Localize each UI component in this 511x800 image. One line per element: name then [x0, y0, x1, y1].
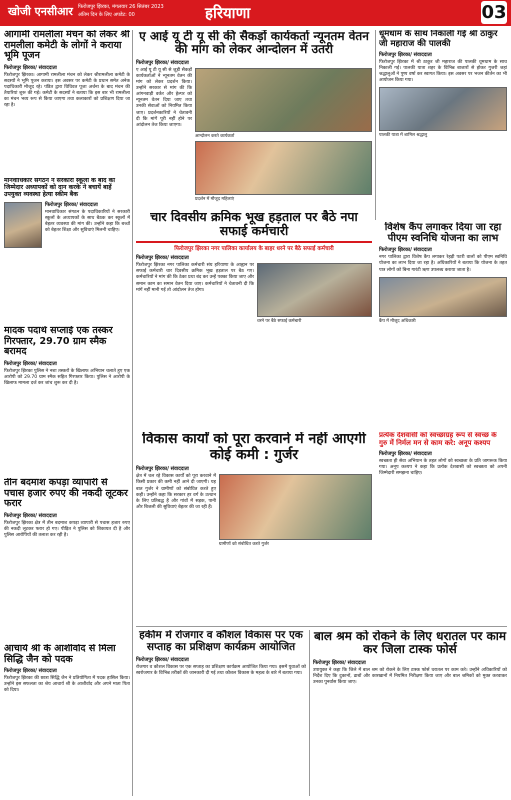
- news-photo: [195, 68, 372, 132]
- article-body: स्वच्छता ही सेवा अभियान के तहत लोगों को स्वच्छता के प्रति जागरूक किया गया। अनूप कश्यप ने कहा कि प्रत्येक देशवासी को स्वच्छता को अपनी जिम्मेदारी समझना चाहिए।: [379, 458, 507, 476]
- byline: फिरोजपुर झिरका/ संवाददाता: [136, 656, 189, 663]
- byline: फिरोजपुर झिरका/ संवाददाता: [379, 52, 432, 59]
- article-rozgar: [136, 630, 306, 798]
- article-pm-svanidhi: [379, 222, 507, 430]
- subhead-bar: [136, 241, 372, 243]
- paper-name: खोजी एनसीआर: [8, 5, 73, 18]
- byline: फिरोजपुर झिरका/ संवाददाता: [379, 247, 432, 254]
- article-aiutuc: [136, 30, 372, 230]
- dateline-edition: अंतिम दिन के लिए अपडेट: 00: [78, 12, 135, 18]
- byline: फिरोजपुर झिरका/ संवाददाता: [379, 450, 432, 457]
- article-body: फिरोजपुर झिरका में श्री ठाकुर जी महाराज की पालकी धूमधाम के साथ निकाली गई। पालकी यात्रा शहर के विभिन्न बाजारों से होकर गुजरी जहां श्रद्धालुओं ने पुष्प वर्षा कर स्वागत किया। इस अवसर पर भजन कीर्तन का भी आयोजन किया गया।: [379, 60, 507, 84]
- article-body: ए आई यू टी यू सी से जुड़ी सैकड़ों कार्यकर्ताओं ने न्यूनतम वेतन की मांग को लेकर प्रदर्शन किया। उन्होंने सरकार से मांग की कि आंगनवाड़ी वर्कर और हेल्पर को न्यूनतम वेतन दिया जाए तथा उनकी सेवाओं को नियमित किया जाए। प्रदर्शनकारियों ने चेतावनी दी कि मांगें पूरी नहीं होने पर आंदोलन तेज किया जाएगा।: [136, 67, 192, 128]
- byline: फिरोजपुर झिरका/ संवाददाता: [136, 59, 189, 66]
- headline: विकास कार्यों को पूरा करवाने में नहीं आएगी कोई कमी : गुर्जर: [142, 432, 366, 463]
- photo-caption: पालकी यात्रा में शामिल श्रद्धालु: [379, 133, 428, 139]
- article-manav-sangathan: [4, 178, 130, 324]
- headline: विशेष कैंप लगाकर दिया जा रहा पीएम स्वनिधि योजना का लाभ: [384, 222, 502, 245]
- byline: फिरोजपुर झिरका/ संवाददाता: [4, 360, 57, 367]
- byline: फिरोजपुर झिरका/ संवाददाता: [45, 201, 98, 208]
- section-divider: [136, 626, 507, 627]
- section-title: हरियाणा: [205, 4, 251, 22]
- photo-caption: धरने पर बैठे सफाई कर्मचारी: [257, 319, 302, 325]
- photo-caption: प्रदर्शन में मौजूद महिलाएं: [195, 197, 235, 203]
- byline: फिरोजपुर झिरका/ संवाददाता: [313, 659, 366, 666]
- headline: धूमधाम के साथ निकाली गई श्री ठाकुर जी महाराज की पालकी: [379, 30, 498, 49]
- article-body: क्षेत्र में चल रहे विकास कार्यों को पूरा करवाने में किसी प्रकार की कमी नहीं आने दी जाएगी। यह बात गुर्जर ने ग्रामीणों को संबोधित करते हुए कही। उन्होंने कहा कि सरकार हर वर्ग के उत्थान के लिए प्रतिबद्ध है और गांवों में सड़क, पानी और बिजली की सुविधाएं बेहतर की जा रही हैं।: [136, 474, 216, 510]
- article-body: रोजगार व कौशल विकास पर एक सप्ताह का प्रशिक्षण कार्यक्रम आयोजित किया गया। इसमें युवाओं को स्वरोजगार के विभिन्न तरीकों की जानकारी दी गई तथा कौशल विकास के महत्व के बारे में बताया गया।: [136, 664, 306, 676]
- headline: हकीम में रोजगार व कौशल विकास पर एक सप्ताह का प्रशिक्षण कार्यक्रम आयोजित: [139, 630, 303, 653]
- article-body: फिरोजपुर झिरका। आगामी रामलीला मंचन को लेकर श्रीरामलीला कमेटी के सदस्यों ने भूमि पूजन कराया। इस अवसर पर कमेटी के प्रधान समेत अनेक पदाधिकारी मौजूद रहे। पंडित द्वारा विधिवत पूजा अर्चना के बाद मंचन की तैयारियां शुरू की गई। कमेटी के सदस्यों ने बताया कि इस बार भी रामलीला का मंचन भव्य रूप से किया जाएगा तथा कलाकारों को प्रशिक्षण दिया जा रहा है।: [4, 72, 130, 109]
- headline: ए आई यू टी यू सी की सैकड़ों कार्यकर्ता न्यूनतम वेतन की मांग को लेकर आन्दोलन में उतरी: [139, 30, 369, 57]
- column-divider: [375, 30, 376, 220]
- byline: फिरोजपुर झिरका/ संवाददाता: [136, 255, 189, 262]
- news-photo: [257, 263, 372, 317]
- article-body: फिरोजपुर झिरका नगर पालिका कर्मचारी संघ हरियाणा के आह्वान पर सफाई कर्मचारी चार दिवसीय क्रमिक भूख हड़ताल पर बैठ गए। कर्मचारियों ने मांग की कि ठेका प्रथा बंद कर उन्हें पक्का किया जाए और समान काम का समान वेतन दिया जाए। कर्मचारियों ने चेतावनी दी कि मांगें नहीं मानी गईं तो आंदोलन तेज होगा।: [136, 263, 254, 293]
- headline: आगामी रामलीला मंचन को लेकर श्री रामलीला कमेटी के लोगों ने कराया भूमि पूजन: [4, 30, 130, 62]
- article-palki: [379, 30, 507, 220]
- headline: बाल श्रम को रोकने के लिए धरातल पर काम कर जिला टास्क फोर्स: [313, 630, 507, 657]
- column-divider: [132, 30, 133, 796]
- byline: फिरोजपुर झिरका/ संवाददाता: [4, 64, 57, 71]
- headline: चार दिवसीय क्रमिक भूख हड़ताल पर बैठे नपा सफाई कर्मचारी: [150, 210, 358, 238]
- page-number: 03: [481, 2, 507, 23]
- byline: फिरोजपुर झिरका/ संवाददाता: [4, 512, 57, 519]
- photo-caption: कैंप में मौजूद अधिकारी: [379, 318, 416, 324]
- byline: फिरोजपुर झिरका/ संवाददाता: [136, 466, 189, 473]
- headline: प्रत्येक देशवासी को स्वच्छाग्रह रूप से स्वच्छ के गुरु में निर्मल मन से काम करे: अनूप कश्यप: [379, 432, 497, 447]
- news-photo: [195, 141, 372, 195]
- dateline: [78, 3, 164, 19]
- news-photo: [219, 474, 372, 540]
- article-swachhata: [379, 432, 507, 622]
- byline: फिरोजपुर झिरका/ संवाददाता: [4, 668, 57, 675]
- article-body: मानवाधिकार संगठन के पदाधिकारियों ने सरकारी स्कूलों के अध्यापकों के साथ बैठक कर स्कूलों में बेहतर व्यवस्था की मांग की। उन्होंने कहा कि बच्चों को बेहतर शिक्षा और सुविधाएं मिलनी चाहिए।: [45, 209, 130, 234]
- column-divider: [309, 630, 310, 796]
- headline: मानवाधिकार संगठन ने सरकारी स्कूलों के बाद की जिम्मेदार अध्यापकों को दान करके ने बचायें बाहें उपयुक्त व्यवस्था हेत्या स्कीम बैक: [4, 178, 115, 198]
- news-photo: [379, 277, 507, 317]
- news-photo: [379, 87, 507, 131]
- article-vikas-karya: [136, 432, 372, 622]
- subheadline: फिरोजपुर झिरका नगर पालिका कार्यालय के बाहर धरने पर बैठे सफाई कर्मचारी: [174, 246, 334, 252]
- masthead-bar: [0, 0, 511, 26]
- article-body: फिरोजपुर झिरका क्षेत्र में तीन बदमाश कपड़ा व्यापारी से पचास हजार रुपए की नकदी लूटकर फरार हो गए। पीड़ित ने पुलिस को शिकायत दी है और पुलिस आरोपियों की तलाश कर रही है।: [4, 520, 130, 539]
- dateline-date: फिरोजपुर झिरका, मंगलवार 26 सितंबर 2023: [78, 4, 164, 10]
- headline: आचार्य श्री के आशीर्वाद से मिला सिद्धि जैन को पदक: [4, 644, 116, 665]
- photo-caption: ग्रामीणों को संबोधित करते गुर्जर: [219, 542, 269, 548]
- article-smack-arrest: [4, 326, 130, 476]
- article-safai-karmchari: [136, 210, 372, 428]
- headline: मादक पदार्थ सप्लाई एक तस्कर गिरफ्तार, 29.70 ग्राम स्मैक बरामद: [4, 326, 113, 358]
- article-body: फिरोजपुर झिरका की छात्रा सिद्धि जैन ने प्रतियोगिता में पदक हासिल किया। उन्होंने इस सफलता का श्रेय आचार्य श्री के आशीर्वाद और अपने माता पिता को दिया।: [4, 676, 130, 694]
- article-siddhi-jain: [4, 644, 130, 798]
- headline: तीन बदमाश कपड़ा व्यापारी से पचास हजार रुपए की नकदी लूटकर फरार: [4, 478, 128, 510]
- article-body: फिरोजपुर झिरका पुलिस ने नशा तस्करों के खिलाफ अभियान चलाते हुए एक आरोपी को 29.70 ग्राम स्मैक सहित गिरफ्तार किया। पुलिस ने आरोपी के खिलाफ मामला दर्ज कर जांच शुरू कर दी है।: [4, 368, 130, 387]
- article-body: उपायुक्त ने कहा कि जिले में बाल श्रम को रोकने के लिए टास्क फोर्स धरातल पर काम करे। उन्होंने अधिकारियों को निर्देश दिए कि दुकानों, ढाबों और कारखानों में नियमित निरीक्षण किया जाए और बाल श्रमिकों को मुक्त करवाकर उनका पुनर्वास किया जाए।: [313, 667, 507, 686]
- article-body: नगर पालिका द्वारा विशेष कैंप लगाकर रेहड़ी पटरी वालों को पीएम स्वनिधि योजना का लाभ दिया जा रहा है। अधिकारियों ने बताया कि योजना के तहत पात्र लोगों को बिना गारंटी ऋण उपलब्ध कराया जाता है।: [379, 255, 507, 273]
- article-bal-shram: [313, 630, 507, 798]
- photo-caption: आन्दोलन करते कार्यकर्ता: [195, 133, 235, 139]
- article-loot: [4, 478, 130, 640]
- article-ramlila: [4, 30, 130, 176]
- news-photo: [4, 202, 42, 248]
